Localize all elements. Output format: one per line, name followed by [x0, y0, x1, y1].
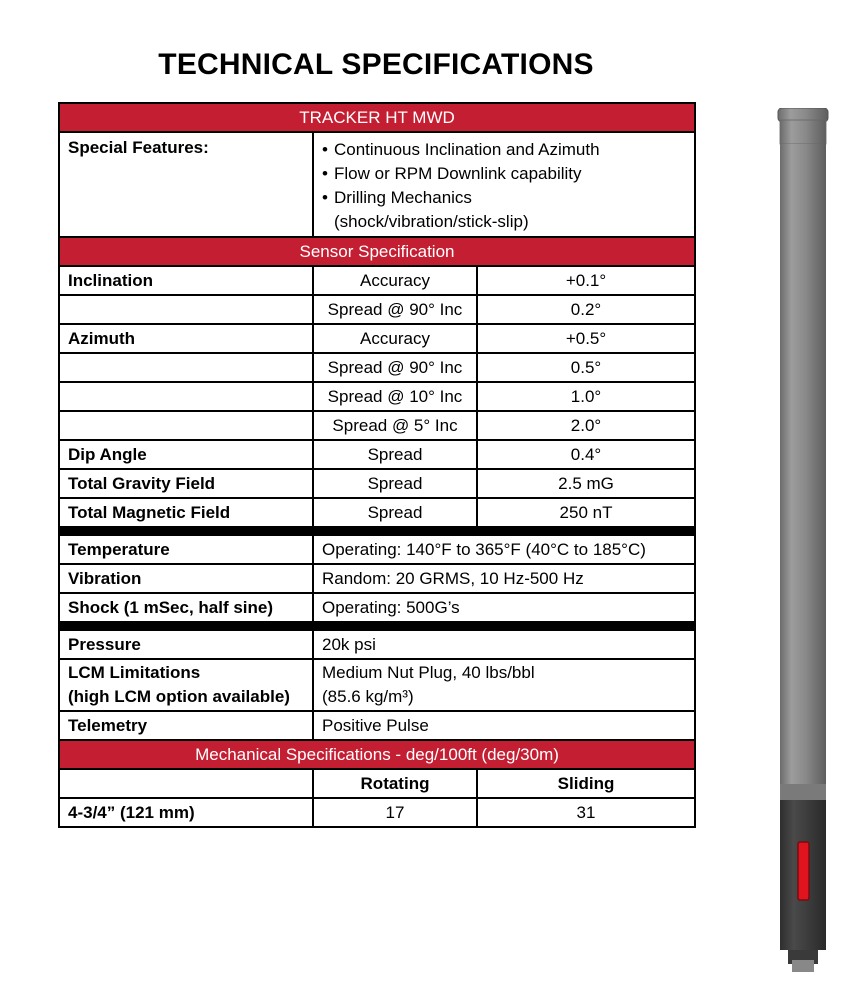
- sensor-param: Spread @ 90° Inc: [313, 295, 477, 324]
- sensor-value: 250 nT: [477, 498, 695, 527]
- environment-row: [59, 535, 695, 564]
- pressure-value: 20k psi: [313, 630, 695, 659]
- environment-label: Vibration: [59, 564, 313, 593]
- feature-list: [322, 138, 686, 210]
- sensor-value: 2.0°: [477, 411, 695, 440]
- special-features-row: [59, 132, 695, 237]
- sensor-param: Spread: [313, 469, 477, 498]
- sensor-row: [59, 498, 695, 527]
- sensor-label: Dip Angle: [59, 440, 313, 469]
- sensor-param: Accuracy: [313, 324, 477, 353]
- mechanical-columns-row: [59, 769, 695, 798]
- mechanical-row: [59, 798, 695, 827]
- sensor-label: [59, 411, 313, 440]
- sensor-param: Spread: [313, 498, 477, 527]
- sensor-param: Accuracy: [313, 266, 477, 295]
- section-divider: [59, 622, 695, 630]
- tool-indicator-window: [798, 842, 809, 900]
- spec-table: [58, 102, 696, 828]
- sensor-value: +0.5°: [477, 324, 695, 353]
- sensor-param: Spread @ 10° Inc: [313, 382, 477, 411]
- mechanical-header-row: [59, 740, 695, 769]
- sensor-value: 0.5°: [477, 353, 695, 382]
- environment-value: Operating: 140°F to 365°F (40°C to 185°C): [313, 535, 695, 564]
- special-features-label: Special Features:: [59, 132, 313, 237]
- lcm-value-line2: (85.6 kg/m³): [322, 687, 414, 706]
- lcm-value: [313, 659, 695, 711]
- sensor-label: [59, 382, 313, 411]
- sensor-label: Total Gravity Field: [59, 469, 313, 498]
- environment-row: [59, 564, 695, 593]
- sensor-row: [59, 353, 695, 382]
- sensor-label: [59, 295, 313, 324]
- sensor-param: Spread: [313, 440, 477, 469]
- sensor-label: Azimuth: [59, 324, 313, 353]
- sensor-label: Inclination: [59, 266, 313, 295]
- section-divider: [59, 527, 695, 535]
- sensor-row: [59, 440, 695, 469]
- sensor-label: Total Magnetic Field: [59, 498, 313, 527]
- col-rotating: Rotating: [313, 769, 477, 798]
- sensor-value: 0.2°: [477, 295, 695, 324]
- tool-top-cap: [778, 108, 828, 144]
- environment-value: Operating: 500G’s: [313, 593, 695, 622]
- telemetry-row: [59, 711, 695, 740]
- sensor-header: Sensor Specification: [59, 237, 695, 266]
- feature-item: • Drilling Mechanics: [322, 186, 686, 210]
- lcm-value-line1: Medium Nut Plug, 40 lbs/bbl: [322, 663, 535, 682]
- pressure-label: Pressure: [59, 630, 313, 659]
- lcm-label: [59, 659, 313, 711]
- sensor-value: 2.5 mG: [477, 469, 695, 498]
- sensor-label: [59, 353, 313, 382]
- sensor-row: [59, 266, 695, 295]
- telemetry-label: Telemetry: [59, 711, 313, 740]
- product-header-row: [59, 103, 695, 132]
- lcm-label-line1: LCM Limitations: [68, 663, 201, 682]
- sensor-value: 1.0°: [477, 382, 695, 411]
- mechanical-size-label: 4-3/4” (121 mm): [59, 798, 313, 827]
- sliding-value: 31: [477, 798, 695, 827]
- special-features-cell: [313, 132, 695, 237]
- rotating-value: 17: [313, 798, 477, 827]
- mwd-tool-image: [770, 108, 836, 972]
- pressure-row: [59, 630, 695, 659]
- sensor-row: [59, 469, 695, 498]
- mechanical-header: Mechanical Specifications - deg/100ft (deg/30m): [59, 740, 695, 769]
- lcm-label-line2: (high LCM option available): [68, 687, 290, 706]
- sensor-row: [59, 324, 695, 353]
- sensor-param: Spread @ 90° Inc: [313, 353, 477, 382]
- product-header: TRACKER HT MWD: [59, 103, 695, 132]
- lcm-row: [59, 659, 695, 711]
- feature-item-continuation: (shock/vibration/stick-slip): [334, 212, 529, 231]
- telemetry-value: Positive Pulse: [313, 711, 695, 740]
- sensor-param: Spread @ 5° Inc: [313, 411, 477, 440]
- feature-item: • Continuous Inclination and Azimuth: [322, 138, 686, 162]
- environment-label: Shock (1 mSec, half sine): [59, 593, 313, 622]
- environment-value: Random: 20 GRMS, 10 Hz-500 Hz: [313, 564, 695, 593]
- mechanical-corner: [59, 769, 313, 798]
- sensor-row: [59, 411, 695, 440]
- page-title: TECHNICAL SPECIFICATIONS: [158, 48, 594, 81]
- sensor-row: [59, 382, 695, 411]
- tool-bottom-connector: [788, 950, 818, 972]
- col-sliding: Sliding: [477, 769, 695, 798]
- tool-body: [780, 144, 826, 800]
- sensor-value: 0.4°: [477, 440, 695, 469]
- sensor-header-row: [59, 237, 695, 266]
- feature-item: • Flow or RPM Downlink capability: [322, 162, 686, 186]
- tool-lower-sleeve: [780, 800, 826, 950]
- sensor-row: [59, 295, 695, 324]
- environment-row: [59, 593, 695, 622]
- environment-label: Temperature: [59, 535, 313, 564]
- sensor-value: +0.1°: [477, 266, 695, 295]
